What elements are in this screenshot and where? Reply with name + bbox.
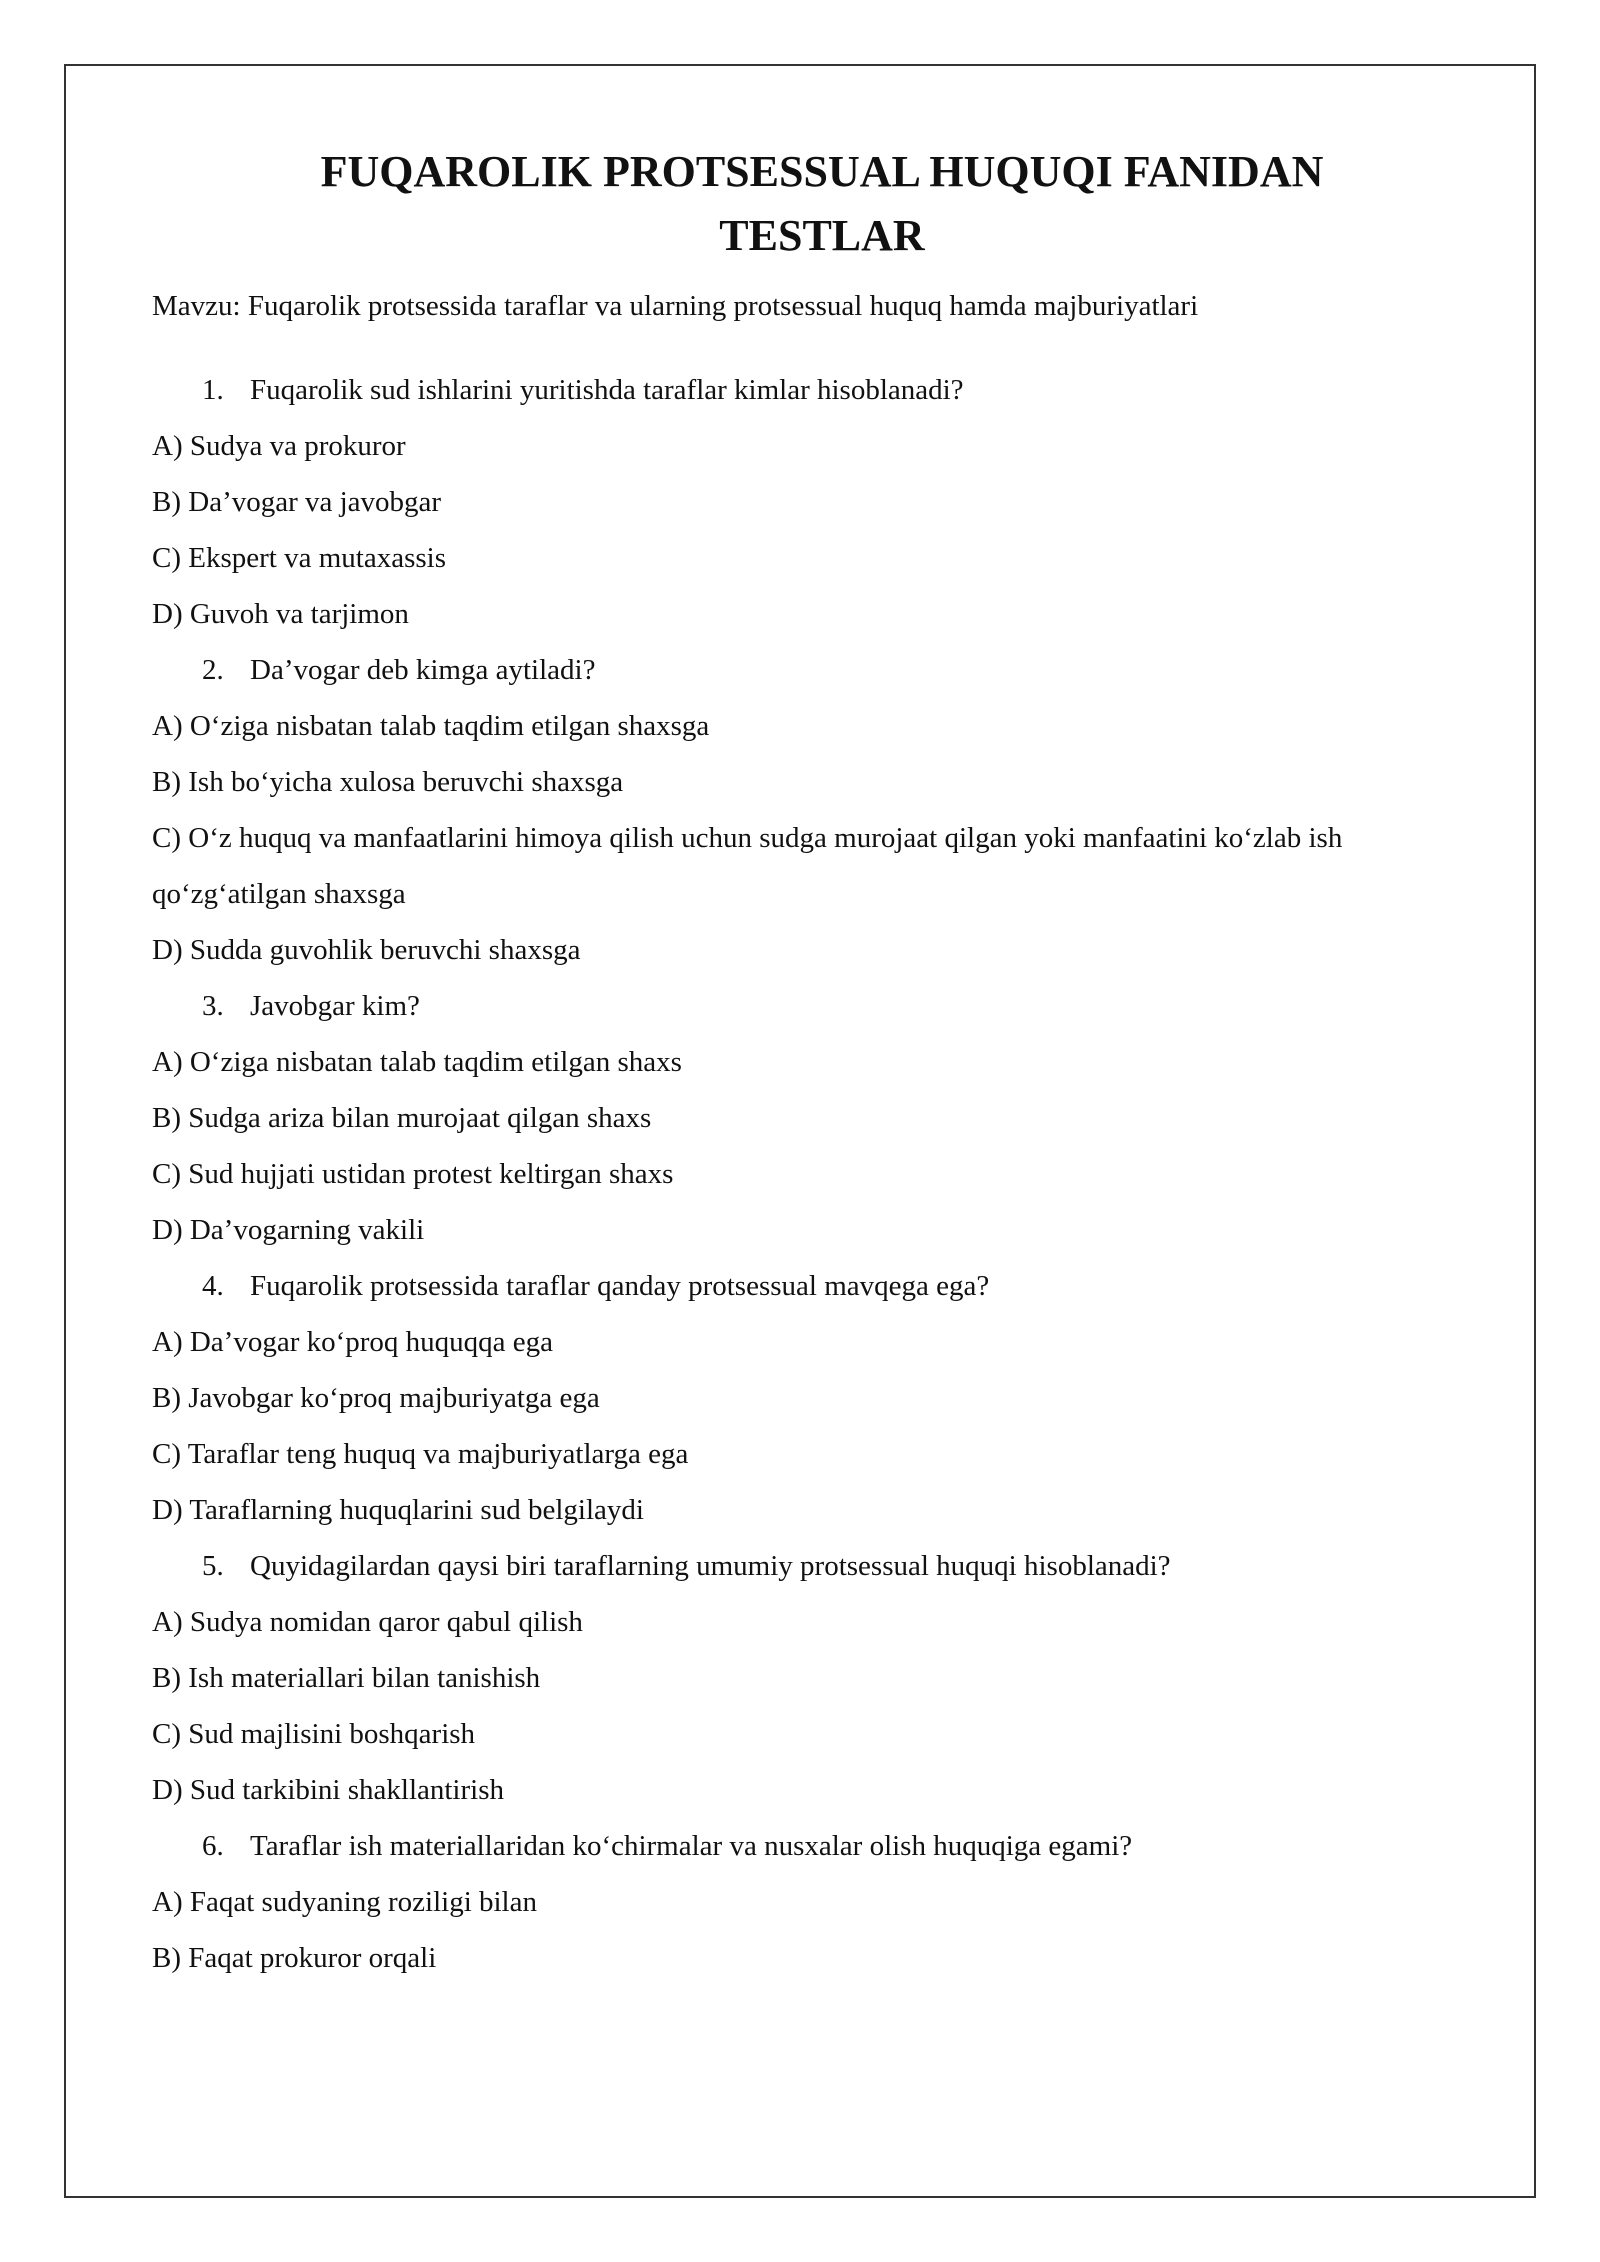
topic-line: Mavzu: Fuqarolik protsessida taraflar va ularning protsessual huquq hamda majburiyatlari (152, 290, 1199, 322)
question-2 (152, 642, 1492, 698)
question-text: Taraflar ish materiallaridan ko‘chirmalar va nusxalar olish huquqiga egami? (250, 1830, 1133, 1862)
document-title (152, 140, 1492, 268)
option-6a: A) Faqat sudyaning roziligi bilan (152, 1886, 537, 1918)
option-2c: C) O‘z huquq va manfaatlarini himoya qilish uchun sudga murojaat qilgan yoki manfaatini ko‘zlab ish qo‘zg‘atilgan shaxsga (152, 822, 1343, 910)
option-4a: A) Da’vogar ko‘proq huquqqa ega (152, 1326, 554, 1358)
option-5b: B) Ish materiallari bilan tanishish (152, 1662, 541, 1694)
option-2a: A) O‘ziga nisbatan talab taqdim etilgan shaxsga (152, 710, 710, 742)
document-body (152, 140, 1492, 1986)
question-5 (152, 1538, 1492, 1594)
option-5c: C) Sud majlisini boshqarish (152, 1718, 476, 1750)
option-3d: D) Da’vogarning vakili (152, 1214, 425, 1246)
question-number: 6. (202, 1830, 224, 1862)
question-number: 5. (202, 1550, 224, 1582)
option-1d: D) Guvoh va tarjimon (152, 598, 409, 630)
option-6b: B) Faqat prokuror orqali (152, 1942, 437, 1974)
option-1b: B) Da’vogar va javobgar (152, 486, 442, 518)
option-4c: C) Taraflar teng huquq va majburiyatlarga ega (152, 1438, 689, 1470)
title-line-2: TESTLAR (719, 211, 925, 260)
question-text: Fuqarolik sud ishlarini yuritishda taraflar kimlar hisoblanadi? (250, 374, 964, 406)
question-text: Javobgar kim? (250, 990, 420, 1022)
question-text: Fuqarolik protsessida taraflar qanday protsessual mavqega ega? (250, 1270, 990, 1302)
question-number: 3. (202, 990, 224, 1022)
option-3a: A) O‘ziga nisbatan talab taqdim etilgan shaxs (152, 1046, 682, 1078)
option-3b: B) Sudga ariza bilan murojaat qilgan shaxs (152, 1102, 652, 1134)
question-number: 1. (202, 374, 224, 406)
question-1 (152, 362, 1492, 418)
question-6 (152, 1818, 1492, 1874)
option-1c: C) Ekspert va mutaxassis (152, 542, 446, 574)
option-4d: D) Taraflarning huquqlarini sud belgilaydi (152, 1494, 644, 1526)
option-1a: A) Sudya va prokuror (152, 430, 406, 462)
option-5a: A) Sudya nomidan qaror qabul qilish (152, 1606, 583, 1638)
question-text: Quyidagilardan qaysi biri taraflarning umumiy protsessual huquqi hisoblanadi? (250, 1550, 1171, 1582)
option-2d: D) Sudda guvohlik beruvchi shaxsga (152, 934, 581, 966)
question-text: Da’vogar deb kimga aytiladi? (250, 654, 596, 686)
option-5d: D) Sud tarkibini shakllantirish (152, 1774, 504, 1806)
question-4 (152, 1258, 1492, 1314)
question-3 (152, 978, 1492, 1034)
title-line-1: FUQAROLIK PROTSESSUAL HUQUQI FANIDAN (320, 147, 1324, 196)
option-2b: B) Ish bo‘yicha xulosa beruvchi shaxsga (152, 766, 624, 798)
question-number: 4. (202, 1270, 224, 1302)
option-4b: B) Javobgar ko‘proq majburiyatga ega (152, 1382, 600, 1414)
question-number: 2. (202, 654, 224, 686)
option-3c: C) Sud hujjati ustidan protest keltirgan shaxs (152, 1158, 674, 1190)
